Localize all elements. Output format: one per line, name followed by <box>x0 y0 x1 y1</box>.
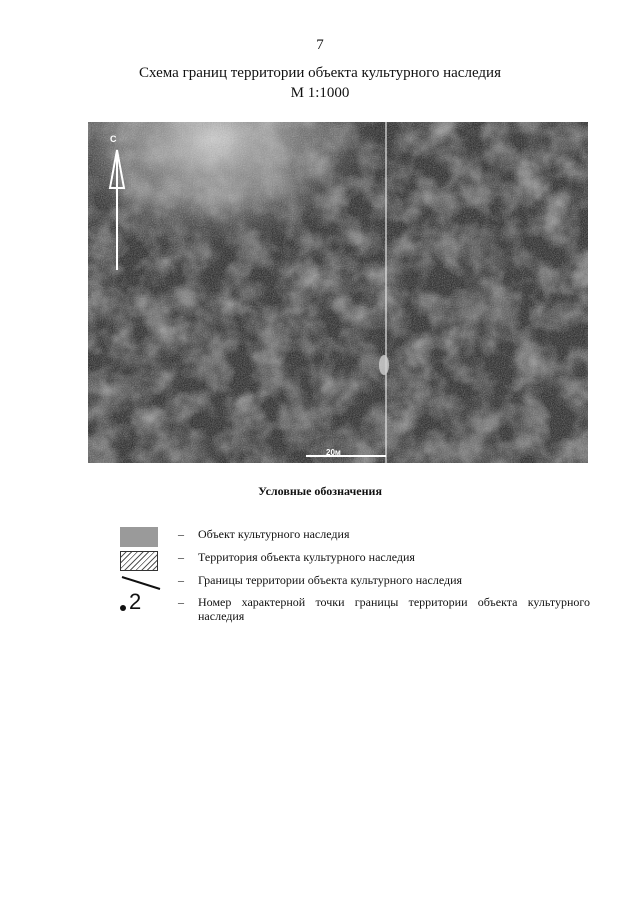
solid-swatch-icon <box>120 527 162 547</box>
legend-title: Условные обозначения <box>258 484 382 498</box>
legend-dash: – <box>178 595 184 609</box>
legend-dash: – <box>178 527 184 541</box>
north-label: С <box>110 134 117 144</box>
point-number: 2 <box>129 589 142 614</box>
title-scale: М 1:1000 <box>290 85 350 101</box>
boundary-point-symbol <box>120 589 162 615</box>
legend-text: Границы территории объекта культурного наследия <box>198 573 463 587</box>
legend-dash: – <box>178 550 184 564</box>
legend-text: Номер характерной точки границы территории объекта культурного наследия <box>198 595 590 623</box>
title-line-1: Схема границ территории объекта культурного наследия <box>139 65 501 81</box>
aerial-photo <box>88 122 588 463</box>
scale-label: 20м <box>326 448 341 457</box>
boundary-line-icon <box>120 573 162 593</box>
heritage-object-marker <box>379 355 389 375</box>
legend-text: Объект культурного наследия <box>198 527 350 541</box>
hatched-swatch-icon <box>120 551 162 571</box>
point-dot-icon <box>120 605 126 611</box>
aerial-map <box>88 122 588 463</box>
page-number: 7 <box>316 37 324 53</box>
legend-dash: – <box>178 573 184 587</box>
document-title <box>0 63 640 103</box>
legend-text: Территория объекта культурного наследия <box>198 550 415 564</box>
